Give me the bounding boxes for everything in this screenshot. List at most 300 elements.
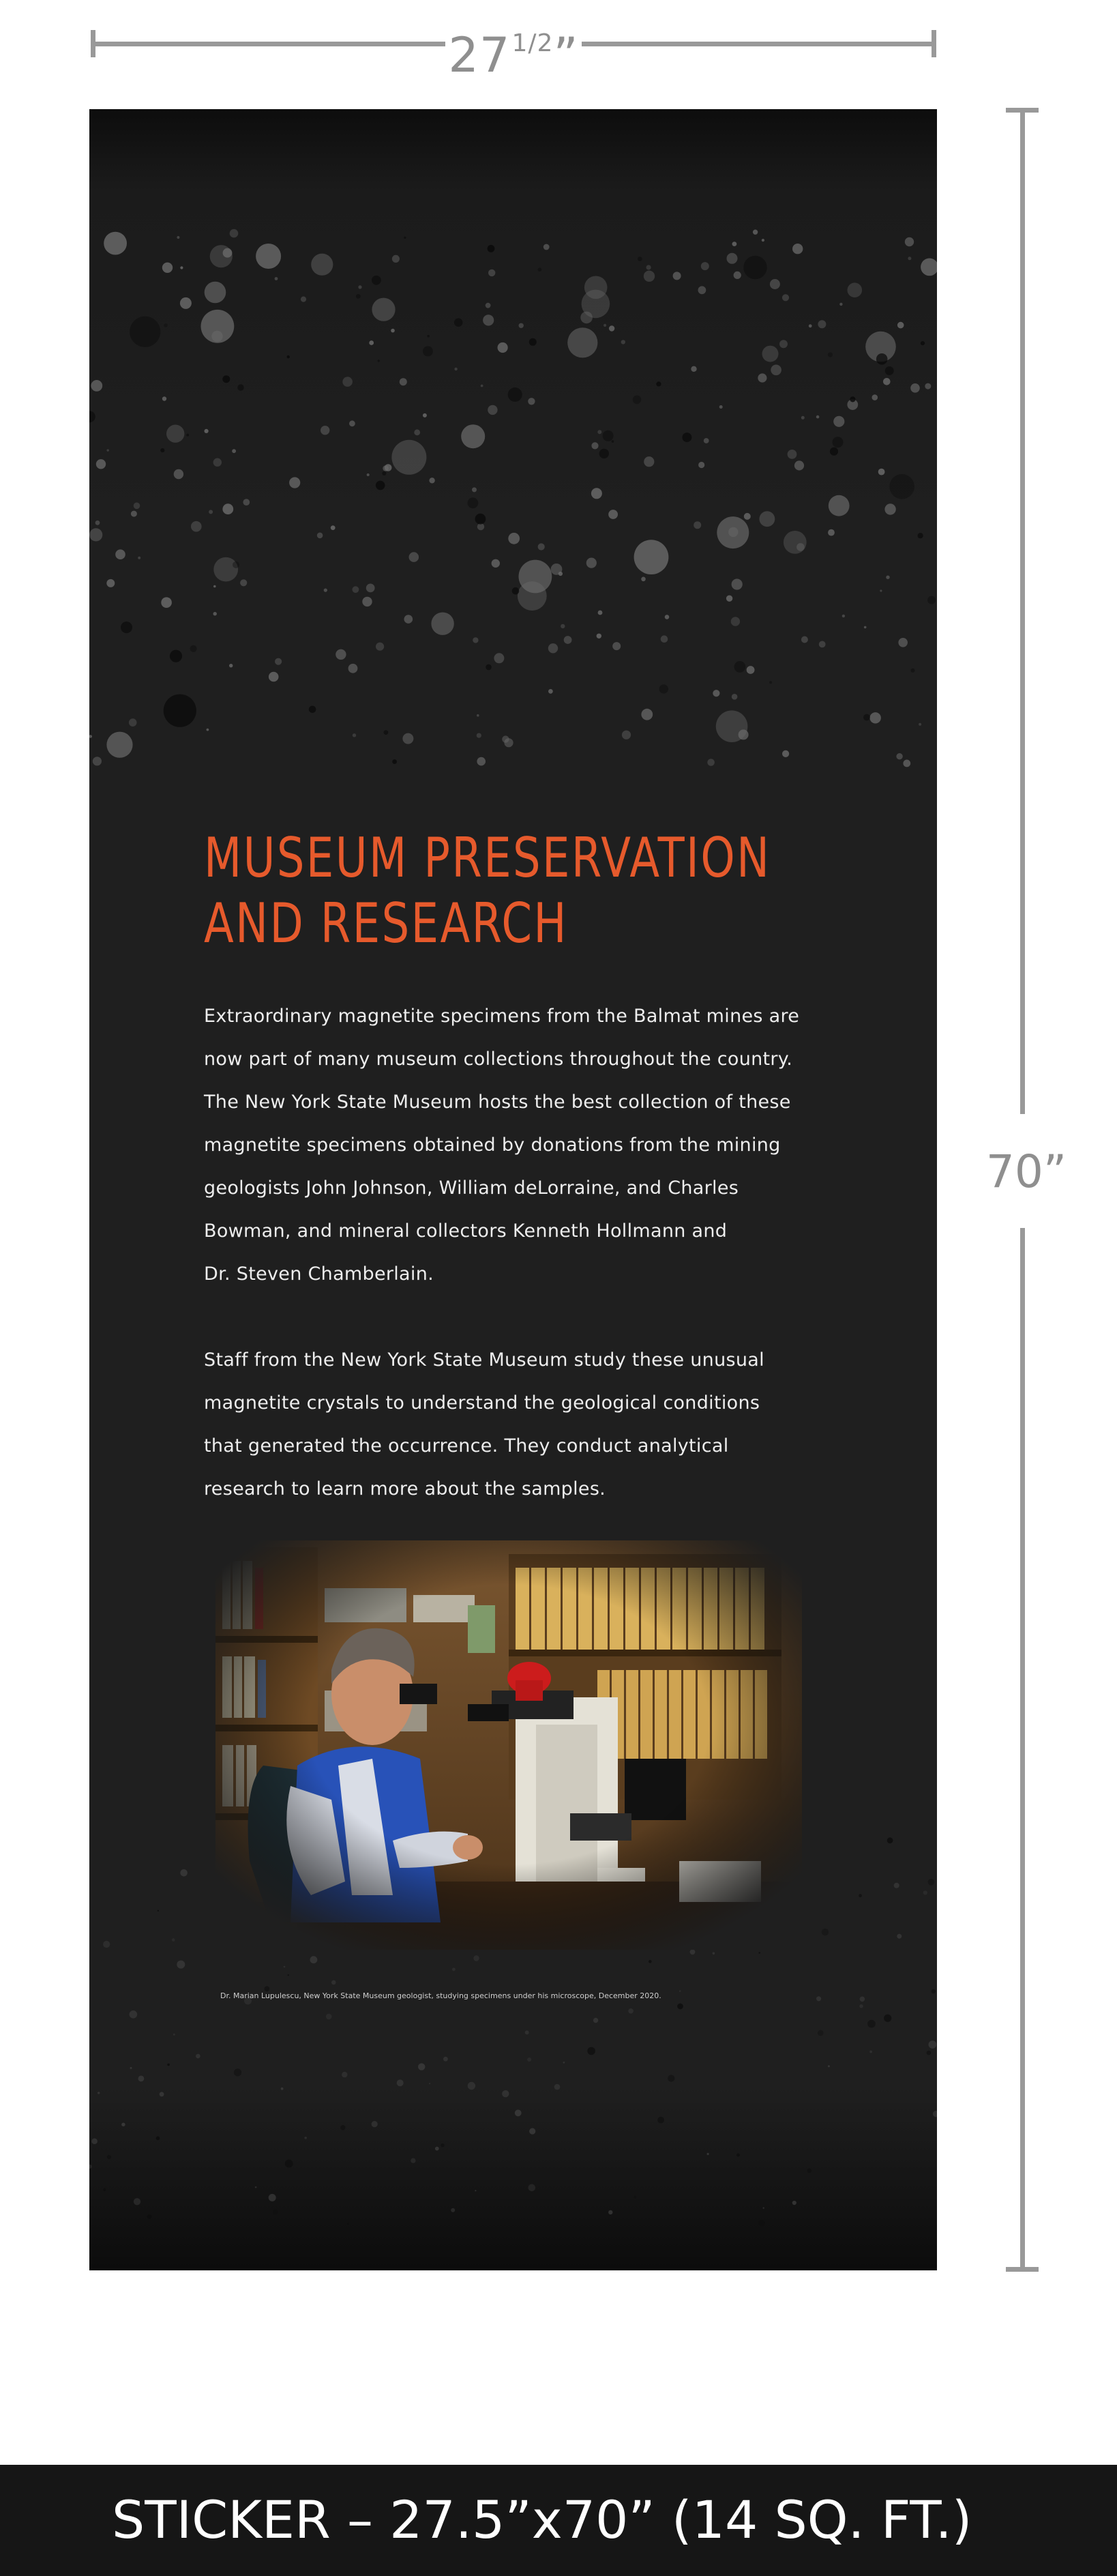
speckle [527,2058,531,2062]
speckle [612,642,621,650]
speckle [842,615,845,617]
speckle [641,577,646,582]
speckle [829,495,850,516]
speckle [850,396,855,402]
speckle [234,2068,241,2076]
speckle [89,2165,92,2169]
speckle [608,510,618,519]
speckle [232,449,236,453]
speckle [205,429,209,433]
speckle [801,416,805,420]
speckle [336,649,346,660]
speckle [191,521,202,532]
speckle [134,2198,140,2205]
speckle [427,335,430,338]
speckle [598,611,603,615]
speckle [376,643,384,651]
speckle [762,239,764,241]
speckle [876,353,888,365]
speckle [160,2092,164,2096]
speckle [691,366,696,372]
speckle [213,557,238,582]
speckle [753,230,758,235]
speckle [665,615,670,619]
speckle [597,634,601,639]
speckle [682,433,691,442]
speckle [400,378,407,385]
speckle [340,2125,345,2130]
paragraph-1-line: The New York State Museum hosts the best collection of these [204,1092,791,1113]
speckle [928,1879,935,1886]
speckle [848,282,863,297]
speckle [423,413,427,418]
speckle [477,733,481,738]
speckle [604,324,606,327]
speckle [207,729,209,731]
speckle [392,759,397,764]
speckle [816,415,820,419]
speckle [529,338,537,346]
paragraph-2-line: Staff from the New York State Museum study these unusual [204,1349,764,1371]
speckle [385,464,392,471]
speckle [106,732,132,758]
speckle [603,430,614,441]
speckle [563,2062,565,2064]
speckle [628,2008,634,2014]
speckle [561,624,565,628]
speckle [704,438,709,443]
speckle [819,641,826,648]
speckle [96,459,106,469]
speckle [347,2223,349,2225]
paragraph-2 [204,1338,790,1510]
speckle [859,2004,863,2008]
speckle [872,394,878,400]
speckle [758,373,766,382]
speckle [321,426,329,435]
speckle [172,1938,175,1942]
speckle [925,383,931,390]
speckle [801,636,808,643]
speckle [898,638,908,647]
speckle [796,543,805,551]
speckle [889,474,914,499]
speckle [452,1967,456,1971]
speckle [743,256,766,279]
speckle [770,279,780,289]
paragraph-2-line: magnetite crystals to understand the geological conditions [204,1392,760,1414]
speckle [121,621,132,633]
title-line-2: AND RESEARCH [204,892,568,955]
speckle [222,375,230,383]
height-dimension-top-line [1020,108,1025,1114]
speckle [275,277,278,280]
speckle [621,340,625,344]
speckle [558,572,563,576]
height-dimension-bottom-cap [1006,2267,1039,2272]
speckle [673,272,681,280]
footer-bar [0,2465,1117,2576]
speckle [792,2201,796,2205]
speckle [164,694,196,727]
speckle [382,471,386,475]
speckle [830,448,838,456]
speckle [608,2210,612,2214]
speckle [196,2054,200,2059]
speckle [734,272,741,279]
speckle [201,310,235,343]
speckle [809,324,812,327]
speckle [905,237,914,246]
speckle [331,525,336,530]
speckle [461,424,485,448]
speckle [342,377,353,387]
speckle [649,1960,652,1963]
speckle [301,297,306,302]
speckle [779,340,788,348]
speckle [402,733,413,744]
speckle [164,323,168,327]
speckle [488,269,495,276]
speckle [174,469,183,479]
speckle [287,355,290,358]
speckle [612,440,614,443]
speckle [349,420,355,426]
speckle [502,2090,509,2097]
speckle [186,434,189,437]
speckle [528,2184,536,2192]
speckle [358,285,361,289]
speckle [284,1966,286,1968]
speckle [473,637,478,643]
speckle [310,1956,318,1963]
speckle [908,257,911,260]
speckle [443,2057,448,2062]
speckle [707,2153,709,2155]
speckle [921,259,937,276]
speckle [701,262,709,270]
speckle [392,255,400,263]
speckle [240,579,247,586]
speckle [860,1997,865,2002]
speckle [732,579,743,589]
speckle [213,458,222,467]
speckle [609,325,614,331]
speckle [923,1890,927,1894]
speckle [884,2015,891,2022]
speckle [414,429,420,435]
speckle [404,237,406,239]
speckle [864,626,867,629]
speckle [233,561,239,568]
speckle [237,384,243,390]
paragraph-1-line: Extraordinary magnetite specimens from the Balmat mines are [204,1006,800,1027]
speckle [431,613,453,635]
speckle [369,340,374,345]
photo-illustration [215,1540,802,1950]
speckle [839,303,842,306]
photo-caption: Dr. Marian Lupulescu, New York State Museum geologist, studying specimens under his microscope, December 2020. [220,1991,661,2000]
speckle [732,241,737,246]
width-dimension-label: $27^{1/2}$” [448,27,579,83]
speckle [494,653,504,663]
speckle [525,2030,529,2034]
speckle [622,731,631,740]
speckle [121,2123,125,2126]
speckle [538,543,545,550]
speckle [353,586,359,593]
speckle [880,589,882,591]
speckle [758,1952,760,1954]
speckle [209,510,213,514]
speckle [690,1949,696,1955]
speckle [404,615,413,624]
title-line-1: MUSEUM PRESERVATION [204,826,771,890]
speckle [166,425,184,443]
speckle [886,576,889,579]
speckle [736,2154,740,2157]
speckle [744,513,751,520]
speckle [222,503,233,514]
paragraph-2-line: that generated the occurrence. They conduct analytical [204,1435,729,1457]
panel-title [204,825,771,956]
speckle [89,411,95,423]
speckle [130,2067,132,2069]
speckle [138,557,140,559]
speckle [353,733,356,737]
speckle [331,1980,336,1985]
speckle [638,257,642,261]
speckle [554,2084,561,2090]
speckle [342,2072,347,2077]
speckle [107,2155,111,2159]
speckle [131,511,137,517]
speckle [782,750,789,757]
speckle [867,2020,876,2028]
speckle [694,521,701,529]
speckle [475,514,486,525]
speckle [488,245,495,252]
speckle [130,2010,138,2019]
speckle [134,503,140,510]
speckle [281,2088,284,2090]
speckle [897,1934,902,1939]
speckle [885,366,894,375]
speckle [429,2083,430,2084]
speckle [591,488,602,499]
speckle [418,2063,425,2070]
speckle [634,540,669,574]
speckle [599,449,609,458]
speckle [586,558,597,568]
speckle [91,2138,98,2144]
speckle [326,2014,332,2020]
speckle [508,533,520,544]
paragraph-1-line: Dr. Steven Chamberlain. [204,1263,434,1285]
speckle [538,267,542,272]
speckle [205,282,226,304]
sticker-panel [89,109,937,2270]
speckle [317,533,323,539]
speckle [726,596,732,602]
speckle [89,528,102,541]
paragraph-1 [204,995,800,1296]
width-fraction: 1/2 [511,29,554,57]
speckle [903,760,910,767]
speckle [423,346,433,356]
speckle [593,2018,598,2023]
speckle [498,342,508,353]
speckle [488,405,497,415]
speckle [713,1952,715,1955]
speckle [933,2111,937,2117]
speckle [372,298,395,321]
speckle [769,681,772,684]
speckle [644,271,655,282]
speckle [878,469,885,475]
speckle [833,437,844,448]
speckle [229,664,233,667]
speckle [288,1974,289,1976]
speckle [177,1961,185,1969]
speckle [659,684,668,693]
speckle [180,1869,188,1877]
speckle [584,276,608,299]
speckle [130,317,160,347]
speckle [147,2214,152,2219]
speckle [567,327,597,357]
speckle [230,229,239,238]
speckle [529,2128,535,2134]
speckle [366,584,375,593]
speckle [807,2169,812,2174]
panel-body [204,995,800,1553]
speckle [378,360,380,362]
speckle [411,2158,415,2163]
speckle [528,398,535,405]
speckle [451,2208,455,2212]
speckle [564,636,572,644]
speckle [104,232,127,255]
speckle [587,2047,595,2055]
speckle [98,2092,100,2094]
speckle [481,385,483,387]
speckle [223,248,233,258]
speckle [173,2034,175,2036]
speckle [273,2210,278,2215]
speckle [115,549,125,559]
speckle [816,1996,821,2001]
speckle [897,322,904,329]
speckle [477,714,479,717]
speckle [162,396,166,400]
speckle [822,1929,829,1935]
speckle [106,579,115,587]
speckle [919,723,921,726]
speckle [93,757,102,765]
speckle [707,759,715,766]
speckle [508,387,522,402]
speckle [324,589,327,592]
speckle [162,263,173,273]
speckle [309,706,316,714]
speckle [884,503,895,514]
speckle [719,405,723,409]
speckle [661,635,668,643]
speckle [515,2109,522,2116]
speckle [429,478,434,483]
speckle [177,236,179,239]
speckle [734,661,746,673]
speckle [391,329,395,333]
speckle [771,365,781,376]
height-dimension [985,108,1088,2272]
speckle [180,297,192,309]
speckle [156,2137,160,2141]
speckle [519,560,552,594]
speckle [859,1894,862,1897]
speckle [792,244,803,254]
speckle [760,511,775,527]
speckle [89,735,92,738]
speckle [486,664,492,671]
speckle [896,753,902,759]
speckle [698,286,706,294]
speckle [918,533,923,538]
speckle [170,650,182,662]
speckle [519,323,524,328]
speckle [731,617,740,626]
speckle [818,320,826,328]
speckle [409,552,419,562]
speckle [784,531,807,554]
speckle [180,266,183,269]
speckle [384,730,389,735]
speckle [644,456,654,467]
speckle [103,2189,106,2191]
speckle [454,368,457,370]
width-dimension-right-line [582,42,936,46]
sticker-size-label: STICKER – 27.5”x70” (14 SQ. FT.) [112,2489,972,2550]
speckle [818,2030,824,2036]
speckle [167,2064,170,2066]
speckle [932,1989,936,1993]
speckle [129,718,137,727]
speckle [763,2207,764,2208]
speckle [289,477,300,488]
speckle [677,2004,683,2010]
speckle [311,254,333,276]
speckle [911,669,915,673]
speckle [356,294,361,299]
speckle [454,318,463,327]
speckle [870,712,881,723]
paragraph-1-line: Bowman, and mineral collectors Kenneth Hollmann and [204,1220,728,1242]
speckle [698,462,704,468]
speckle [158,1910,159,1912]
speckle [304,2137,307,2139]
speckle [285,2160,293,2168]
speckle [213,585,216,588]
speckle [747,666,755,674]
speckle [656,381,661,386]
height-dimension-bottom-line [1020,1228,1025,2272]
speckle [679,1990,681,1992]
height-dimension-label: 70” [985,1145,1067,1198]
speckle [828,353,833,357]
speckle [758,2220,765,2227]
speckle [269,672,279,682]
